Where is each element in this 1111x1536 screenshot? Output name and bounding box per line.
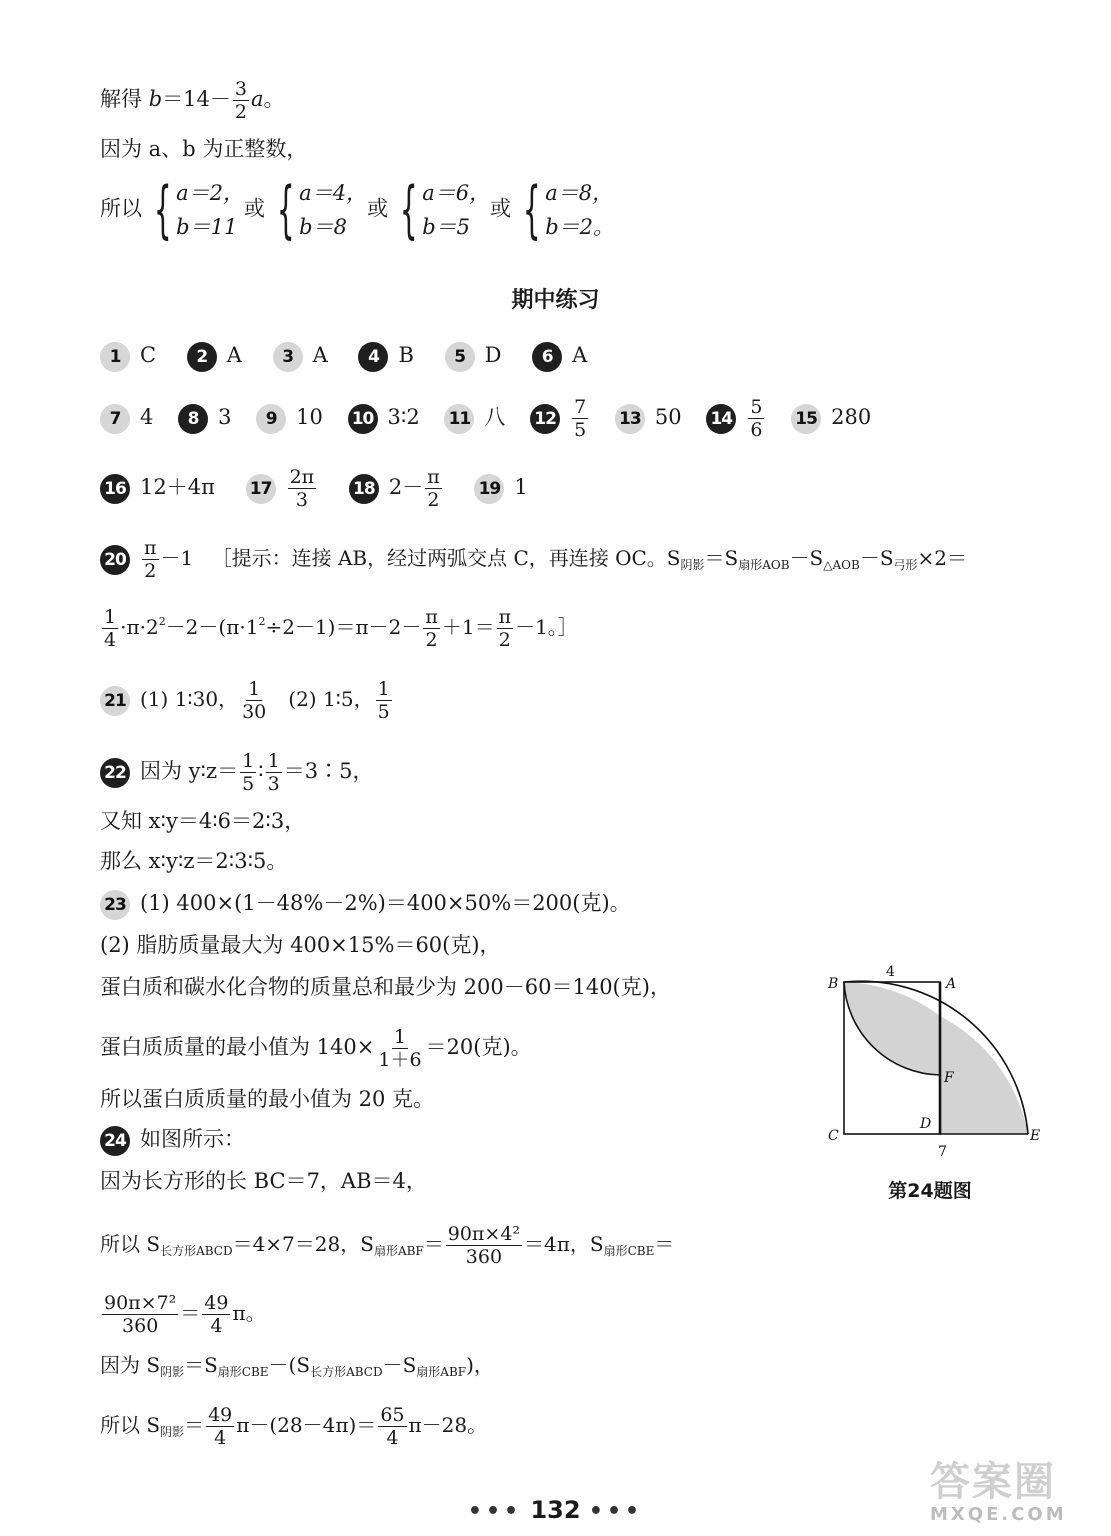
question-badge: 17 [246,474,276,504]
question-badge: 15 [791,404,821,434]
question-badge: 11 [444,404,474,434]
q23-line-5: 所以蛋白质质量的最小值为 20 克。 [100,1087,435,1111]
answers-row-3: 16 12＋4π 17 $\frac{2\pi}{3}$ 18 2－ $\frac{\pi}{2}$ 19 1 [100,466,552,511]
watermark-top: 答案圈 [930,1459,1056,1505]
q24-line-2: 因为长方形的长 BC＝7，AB＝4， [100,1169,427,1193]
question-badge: 10 [348,404,378,434]
label-b: B [828,976,839,992]
question-badge: 6 [532,342,562,372]
page-number: 132 [530,1496,581,1524]
question-badge: 3 [273,342,303,372]
question-badge: 9 [256,404,286,434]
q20-line-2: $\frac{1}{4}$ $\cdot\pi\cdot 2^2-2-(\pi\cdot 1^2\div 2-1)=\pi-2-$ $\frac{\pi}{2}$ ＋1＝ $\frac{\pi}{2}$ －1。］ [104,606,578,651]
system-3: { a＝6， b＝5 [399,173,491,246]
q24-figure [820,958,1060,1168]
question-badge: 19 [474,474,504,504]
question-badge: 5 [445,342,475,372]
line-systems: 所以 { a＝2， b＝11 或 { a＝4， b＝8 或 { a＝6， b＝5 或 { a＝8， b＝2。 [100,173,615,246]
line-positive-integers: 因为 a、b 为正整数， [100,137,308,161]
system-2: { a＝4， b＝8 [276,173,368,246]
question-badge: 4 [358,342,388,372]
q23-line-1: 23 (1) 400×(1－48%－2%)＝400×50%＝200(克)。 [100,888,631,920]
label-a: A [946,976,957,992]
q21-line: 21 (1) 1∶30， $\frac{1}{30}$ (2) 1∶5， $\frac{1}{5}$ [100,678,394,723]
label-c: C [828,1128,839,1144]
label-e: E [1030,1128,1041,1144]
q22-line-2: 又知 x∶y＝4∶6＝2∶3， [100,809,306,833]
system-1: { a＝2， b＝11 [153,173,245,246]
watermark-logo [930,1460,1110,1536]
q20-line-1: 20 $\frac{\pi}{2}$ －1 ［提示：连接 AB，经过两弧交点 C，再连接 OC。$S_{阴影}=S_{扇形AOB}-S_{\triangle AOB}-S_{弓形}\times 2=$ [100,537,967,582]
answers-row-2: 7 4 8 3 9 10 10 3∶2 11 八 12 $\frac{7}{5}$ 13 50 14 $\frac{5}{6}$ 15 280 [100,396,871,441]
label-f: F [944,1070,954,1086]
label-d: D [920,1116,932,1132]
q24-line-5: 因为 $S_{阴影}=S_{扇形CBE}-(S_{长方形ABCD}-S_{扇形ABF})$， [100,1353,494,1379]
q24-line-1: 24 如图所示： [100,1124,245,1156]
question-badge: 7 [100,404,130,434]
question-badge: 24 [100,1126,130,1156]
q24-line-3: 所以 $S_{长方形ABCD}=4\times 7=28$，$S_{扇形ABF}=$ $\frac{\text{90π×4²}}{360}$ ＝4π，$S_{扇形CBE}=$ [100,1223,675,1268]
q24-line-4: $\frac{\text{90π×7²}}{360}$ ＝ $\frac{49}{4}$ π。 [104,1292,266,1337]
label-length-bottom: 7 [938,1144,947,1160]
q22-line-3: 那么 x∶y∶z＝2∶3∶5。 [100,849,288,873]
q22-line-1: 22 因为 y∶z＝ $\frac{1}{5}$ ∶ $\frac{1}{3}$ ＝3∶5， [100,750,373,795]
question-badge: 12 [530,404,560,434]
line-solve-b: 解得 b＝14－ $\frac{3}{2}$ a。 [100,78,285,123]
section-title: 期中练习 [511,288,600,313]
question-badge: 18 [349,474,379,504]
answers-row-1: 1 C 2 A 3 A 4 B 5 D 6 A [100,340,611,372]
question-badge: 2 [187,342,217,372]
question-badge: 8 [178,404,208,434]
question-badge: 23 [100,890,130,920]
question-badge: 13 [615,404,645,434]
page-number-block: ••• 132 ••• [467,1496,644,1524]
watermark-bottom: MXQE.COM [930,1504,1067,1525]
q24-line-6: 所以 $S_{阴影}=$ $\frac{49}{4}$ π－(28－4π)＝ $\frac{65}{4}$ π－28。 [100,1404,488,1449]
q23-line-2: (2) 脂肪质量最大为 400×15%＝60(克)， [100,933,501,957]
q23-line-3: 蛋白质和碳水化合物的质量总和最少为 200－60＝140(克)， [100,975,671,999]
question-badge: 20 [100,545,130,575]
question-badge: 22 [100,758,130,788]
figure-caption: 第24题图 [888,1180,972,1202]
q23-line-4: 蛋白质质量的最小值为 140× $\frac{1}{1+6}$ ＝20(克)。 [100,1026,532,1071]
system-4: { a＝8， b＝2。 [522,173,615,246]
question-badge: 1 [100,342,130,372]
fraction: $\frac{3}{2}$ [234,78,247,123]
question-badge: 21 [100,686,130,716]
question-badge: 14 [706,404,736,434]
question-badge: 16 [100,474,130,504]
label-length-top: 4 [886,964,895,980]
